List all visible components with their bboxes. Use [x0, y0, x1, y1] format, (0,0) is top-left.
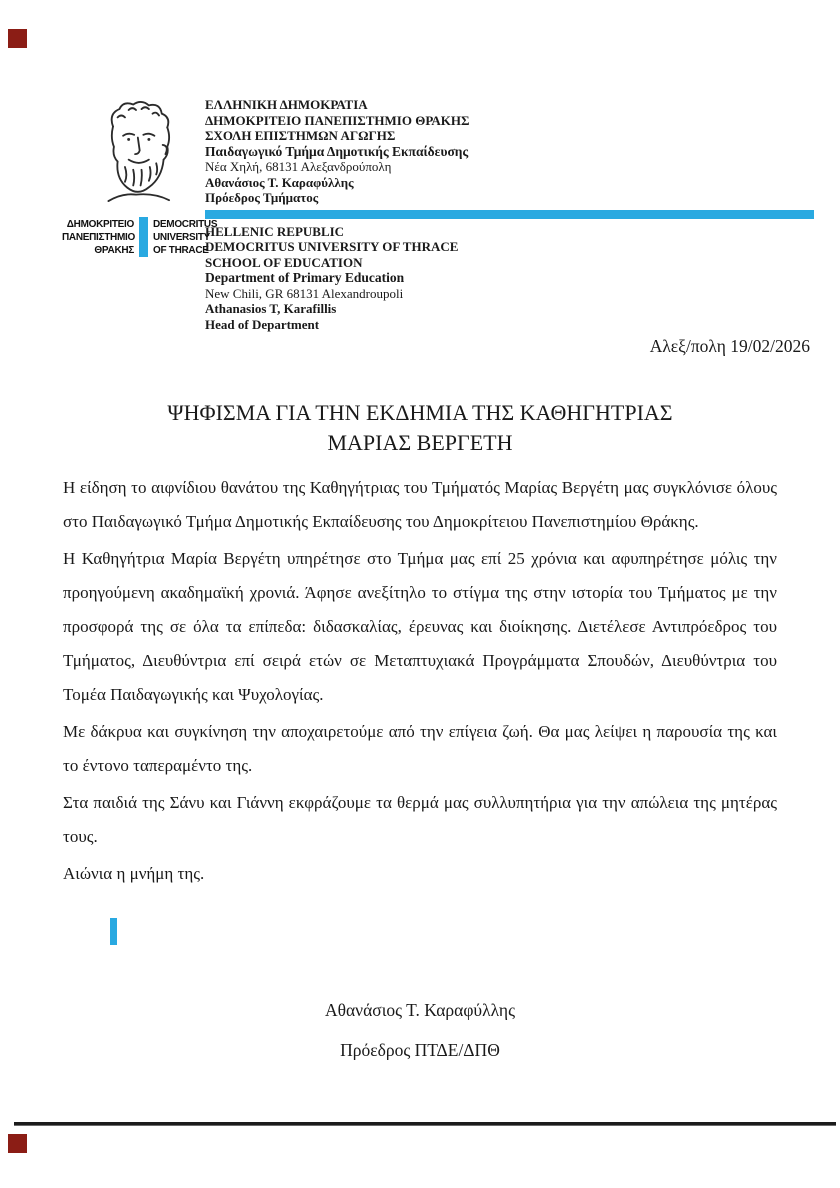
document-body [63, 471, 777, 894]
signature-name: Αθανάσιος Τ. Καραφύλλης [324, 1000, 515, 1020]
paragraph: Η είδηση το αιφνίδιου θανάτου της Καθηγήτριας του Τμήματός Μαρίας Βεργέτη μας συγκλόνισε όλους στο Παιδαγωγικό Τμήμα Δημοτικής Εκπαίδευσης του Δημοκρίτειου Πανεπιστημίου Θράκης. [63, 478, 777, 531]
logo-english-line: OF THRACE [153, 244, 209, 256]
logo-greek-line: ΠΑΝΕΠΙΣΤΗΜΙΟ [62, 231, 135, 243]
paragraph: Η Καθηγήτρια Μαρία Βεργέτη υπηρέτησε στο Τμήμα μας επί 25 χρόνια και αφυπηρέτησε μόλις την προηγούμενη ακαδημαϊκή χρονιά. Άφησε ανεξίτηλο το στίγμα της στην ιστορία του Τμήματος με την προσφορά της σε όλα τα επίπεδα: διδασκαλίας, έρευνας και διοίκησης. Διετέλεσε Αντιπρόεδρος του Τμήματος, Διευθύντρια επί σειρά ετών σε Μεταπτυχιακά Προγράμματα Σπουδών, Διευθύντρια του Τομέα Παιδαγωγικής και Ψυχολογίας. [63, 549, 777, 704]
letterhead-english-line-3: SCHOOL OF EDUCATION [205, 254, 363, 270]
letterhead-blue-divider [205, 210, 814, 219]
letterhead-english-line-1: HELLENIC REPUBLIC [205, 223, 345, 239]
letterhead-english-line-2: DEMOCRITUS UNIVERSITY OF THRACE [205, 239, 459, 254]
document-title [63, 398, 777, 458]
logo-english-line: DEMOCRITUS [153, 218, 218, 230]
letterhead-english-line-6: Athanasios T, Karafillis [205, 301, 337, 316]
letterhead-greek-line-5: Νέα Χηλή, 68131 Αλεξανδρούπολη [205, 159, 392, 174]
letterhead-greek-line-3: ΣΧΟΛΗ ΕΠΙΣΤΗΜΩΝ ΑΓΩΓΗΣ [205, 128, 396, 143]
footer-divider [14, 1122, 836, 1126]
letterhead-greek-line-2: ΔΗΜΟΚΡΙΤΕΙΟ ΠΑΝΕΠΙΣΤΗΜΙΟ ΘΡΑΚΗΣ [205, 112, 470, 128]
paragraph: Αιώνια η μνήμη της. [63, 864, 205, 883]
letterhead-english-line-4: Department of Primary Education [205, 270, 405, 285]
logo-greek-line: ΔΗΜΟΚΡΙΤΕΙΟ [66, 218, 134, 230]
letterhead [205, 97, 815, 332]
logo-english-line: UNIVERSITY [153, 231, 211, 243]
logo-greek-line: ΘΡΑΚΗΣ [94, 244, 134, 256]
red-marker-square-top [8, 29, 27, 48]
text-cursor[interactable] [110, 918, 117, 945]
logo-blue-bar [139, 217, 148, 257]
document-title-line-2: ΜΑΡΙΑΣ ΒΕΡΓΕΤΗ [327, 430, 513, 455]
paragraph: Με δάκρυα και συγκίνηση την αποχαιρετούμε από την επίγεια ζωή. Θα μας λείψει η παρουσία της και το έντονο ταπεραμέντο της. [63, 722, 777, 775]
paragraph: Στα παιδιά της Σάνυ και Γιάννη εκφράζουμε τα θερμά μας συλλυπητήρια για την απώλεια της μητέρας τους. [63, 793, 777, 846]
letterhead-english-line-7: Head of Department [205, 316, 320, 332]
democritus-portrait-icon [90, 96, 182, 204]
university-logo-lockup [62, 217, 217, 257]
logo-greek-text [62, 218, 134, 257]
red-marker-square-bottom [8, 1134, 27, 1153]
letterhead-english-line-5: New Chili, GR 68131 Alexandroupoli [205, 285, 404, 301]
letterhead-greek-line-1: ΕΛΛΗΝΙΚΗ ΔΗΜΟΚΡΑΤΙΑ [205, 97, 368, 112]
place-and-date: Αλεξ/πολη 19/02/2026 [649, 336, 810, 356]
signature-role: Πρόεδρος ΠΤΔΕ/ΔΠΘ [340, 1040, 500, 1060]
document-title-line-1: ΨΗΦΙΣΜΑ ΓΙΑ ΤΗΝ ΕΚΔΗΜΙΑ ΤΗΣ ΚΑΘΗΓΗΤΡΙΑΣ [167, 400, 673, 425]
letterhead-greek-line-7: Πρόεδρος Τμήματος [205, 190, 319, 205]
signature-block [0, 990, 840, 1070]
letterhead-greek-line-6: Αθανάσιος Τ. Καραφύλλης [205, 174, 354, 190]
letterhead-greek-line-4: Παιδαγωγικό Τμήμα Δημοτικής Εκπαίδευσης [205, 143, 469, 159]
